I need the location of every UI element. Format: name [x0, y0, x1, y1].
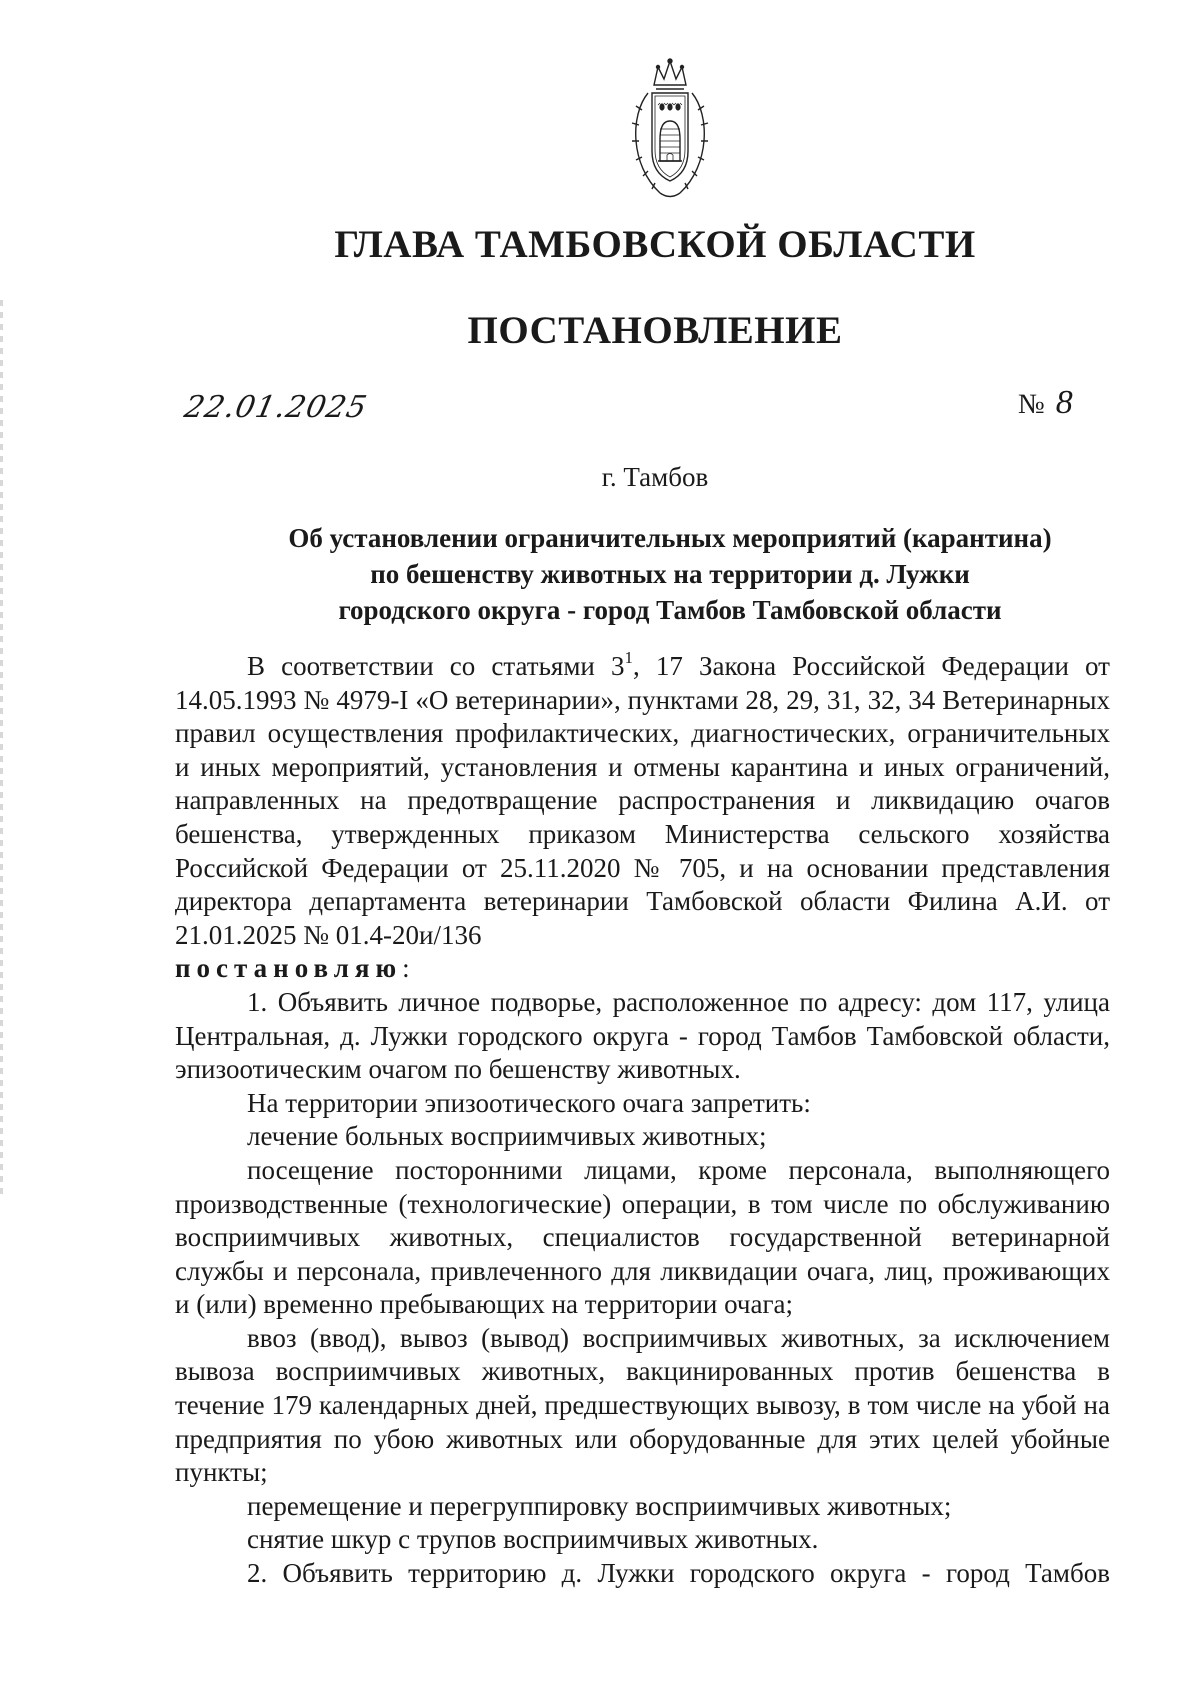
number-prefix: № [1018, 389, 1045, 420]
tambov-region-coat-of-arms-icon [620, 55, 720, 205]
subject-line: городского округа - город Тамбов Тамбовской области [338, 595, 1002, 625]
article-superscript: 1 [624, 648, 633, 667]
document-city: г. Тамбов [601, 462, 709, 492]
body-paragraph: 1. Объявить личное подворье, расположенное по адресу: дом 117, улица Центральная, д. Лужки городского округа - город Тамбов Тамбовской области, эпизоотическим очагом по бешенству животных. [175, 986, 1110, 1085]
body-paragraph: снятие шкур с трупов восприимчивых животных. [247, 1524, 819, 1555]
preamble-text-a: В соответствии со статьями 3 [247, 651, 625, 681]
body-paragraph: ввоз (ввод), вывоз (вывод) восприимчивых животных, за исключением вывоза восприимчивых животных, вакцинированных против бешенства в течение 179 календарных дней, предшествующих вывозу, в том числе на убой на предприятия по убою животных или оборудованные для этих целей убойные пункты; [175, 1322, 1110, 1488]
resolve-line [175, 952, 1110, 986]
number-value: 8 [1055, 384, 1073, 421]
subject-line: Об установлении ограничительных мероприятий (карантина) [288, 523, 1052, 553]
body-paragraph: 2. Объявить территорию д. Лужки городского округа - город Тамбов [247, 1558, 1110, 1589]
organization-title: ГЛАВА ТАМБОВСКОЙ ОБЛАСТИ [334, 223, 976, 266]
resolve-colon: : [402, 953, 410, 984]
body-paragraph: перемещение и перегруппировку восприимчивых животных; [247, 1490, 952, 1521]
preamble-paragraph [175, 650, 1110, 952]
document-subject [230, 520, 1110, 628]
document-number [1018, 384, 1073, 422]
resolve-word: постановляю [175, 953, 403, 984]
document-type: ПОСТАНОВЛЕНИЕ [467, 309, 843, 352]
subject-line: по бешенству животных на территории д. Лужки [370, 559, 970, 589]
body-paragraph: На территории эпизоотического очага запретить: [247, 1087, 811, 1118]
scan-edge-artifact [0, 300, 3, 1200]
document-date: 22.01.2025 [181, 390, 371, 425]
body-paragraph: лечение больных восприимчивых животных; [247, 1121, 767, 1152]
body-paragraph: посещение посторонними лицами, кроме персонала, выполняющего производственные (технологические) операции, в том числе по обслуживанию восприимчивых животных, специалистов государственной ветеринарной службы и персонала, привлеченного для ликвидации очага, лиц, проживающих и (или) временно пребывающих на территории очага; [175, 1154, 1110, 1320]
preamble-text-b: , 17 Закона Российской Федерации от 14.05.1993 № 4979-I «О ветеринарии», пунктами 28, 29, 31, 32, 34 Ветеринарных правил осуществления профилактических, диагностических, ограничительных и иных мероприятий, установления и отмены карантина и иных ограничений, направленных на предотвращение распространения и ликвидацию очагов бешенства, утвержденных приказом Министерства сельского хозяйства Российской Федерации от 25.11.2020 № 705, и на основании представления директора департамента ветеринарии Тамбовской области Филина А.И. от 21.01.2025 № 01.4-20и/136 [175, 651, 1110, 950]
document-body [175, 650, 1110, 1591]
